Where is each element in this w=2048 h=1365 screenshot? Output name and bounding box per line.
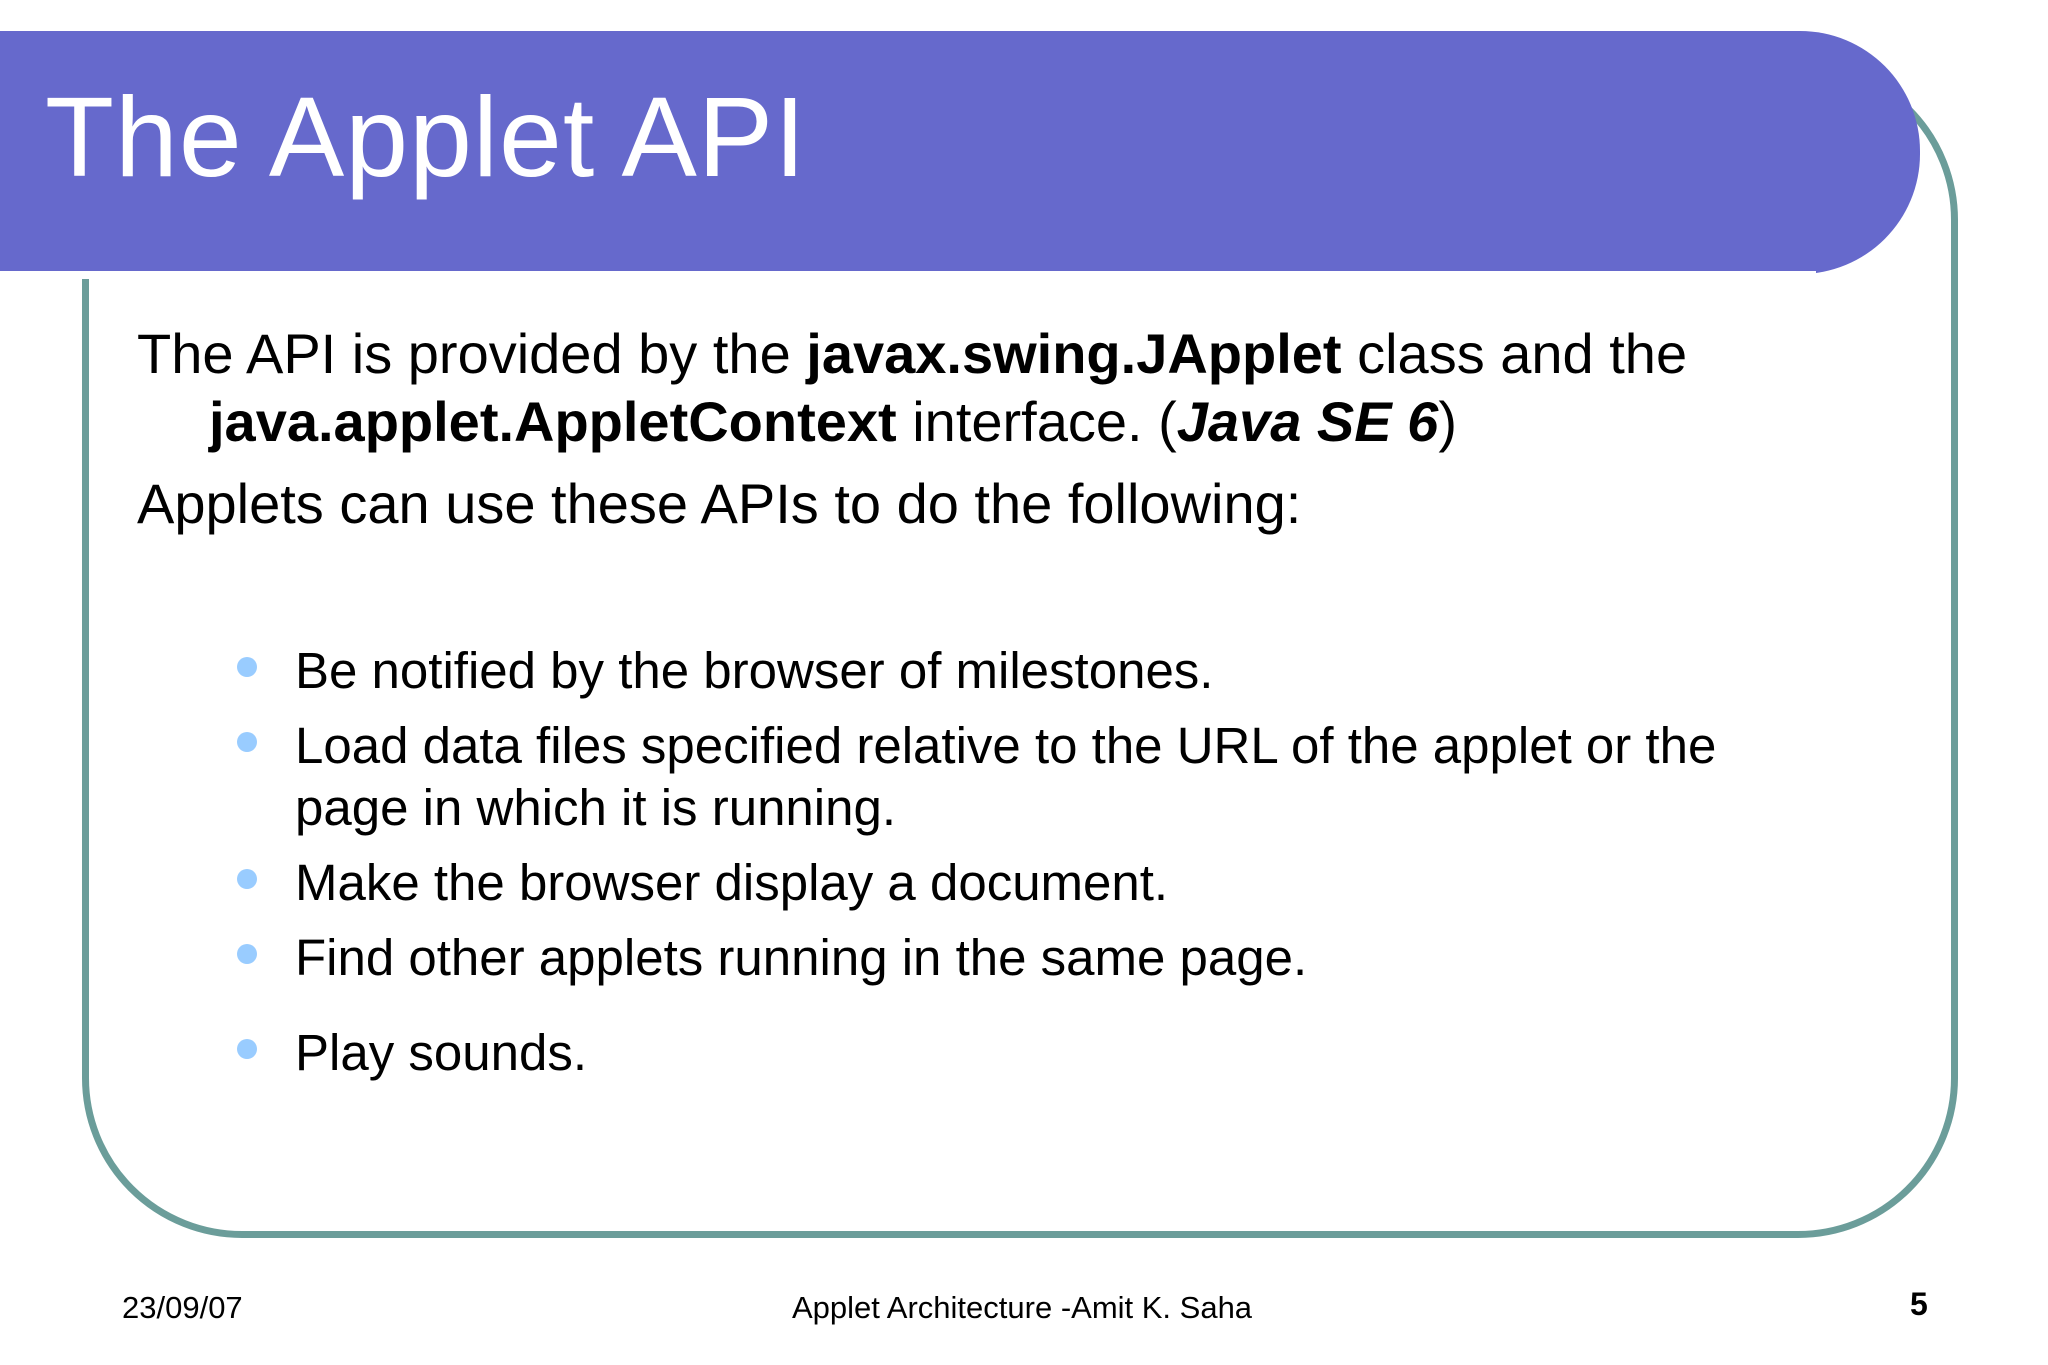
footer-title: Applet Architecture -Amit K. Saha xyxy=(792,1290,1253,1325)
slide-content xyxy=(137,320,1837,1097)
list-item xyxy=(137,852,1837,914)
bullet-icon xyxy=(237,944,257,964)
title-underline xyxy=(0,271,1816,279)
footer-date: 23/09/07 xyxy=(122,1290,243,1325)
capabilities-intro: Applets can use these APIs to do the following: xyxy=(137,472,1302,535)
list-item-text: Be notified by the browser of milestones. xyxy=(295,642,1214,699)
list-item xyxy=(137,927,1837,989)
list-item xyxy=(137,715,1837,839)
list-item-text: Make the browser display a document. xyxy=(295,854,1169,911)
intro-paragraph xyxy=(137,320,1837,456)
java-version: Java SE 6 xyxy=(1176,390,1439,453)
bullet-icon xyxy=(237,1039,257,1059)
slide-title: The Applet API xyxy=(45,74,807,200)
bullet-icon xyxy=(237,869,257,889)
intro-text-2: class and the xyxy=(1341,322,1688,385)
list-item-text: Play sounds. xyxy=(295,1024,588,1081)
intro-text-4: ) xyxy=(1438,390,1457,453)
intro-text-1: The API is provided by the xyxy=(137,322,807,385)
list-item-text: Load data files specified relative to the URL of the applet or the page in which it is running. xyxy=(295,717,1717,836)
slide-number: 5 xyxy=(1910,1286,1928,1322)
list-item-text: Find other applets running in the same page. xyxy=(295,929,1308,986)
list-item xyxy=(137,1022,1837,1084)
capabilities-list xyxy=(137,640,1837,1084)
bullet-icon xyxy=(237,732,257,752)
bullet-icon xyxy=(237,657,257,677)
applet-context-interface-name: java.applet.AppletContext xyxy=(209,390,897,453)
list-item xyxy=(137,640,1837,702)
japplet-class-name: javax.swing.JApplet xyxy=(806,322,1342,385)
intro-text-3: interface. ( xyxy=(896,390,1177,453)
